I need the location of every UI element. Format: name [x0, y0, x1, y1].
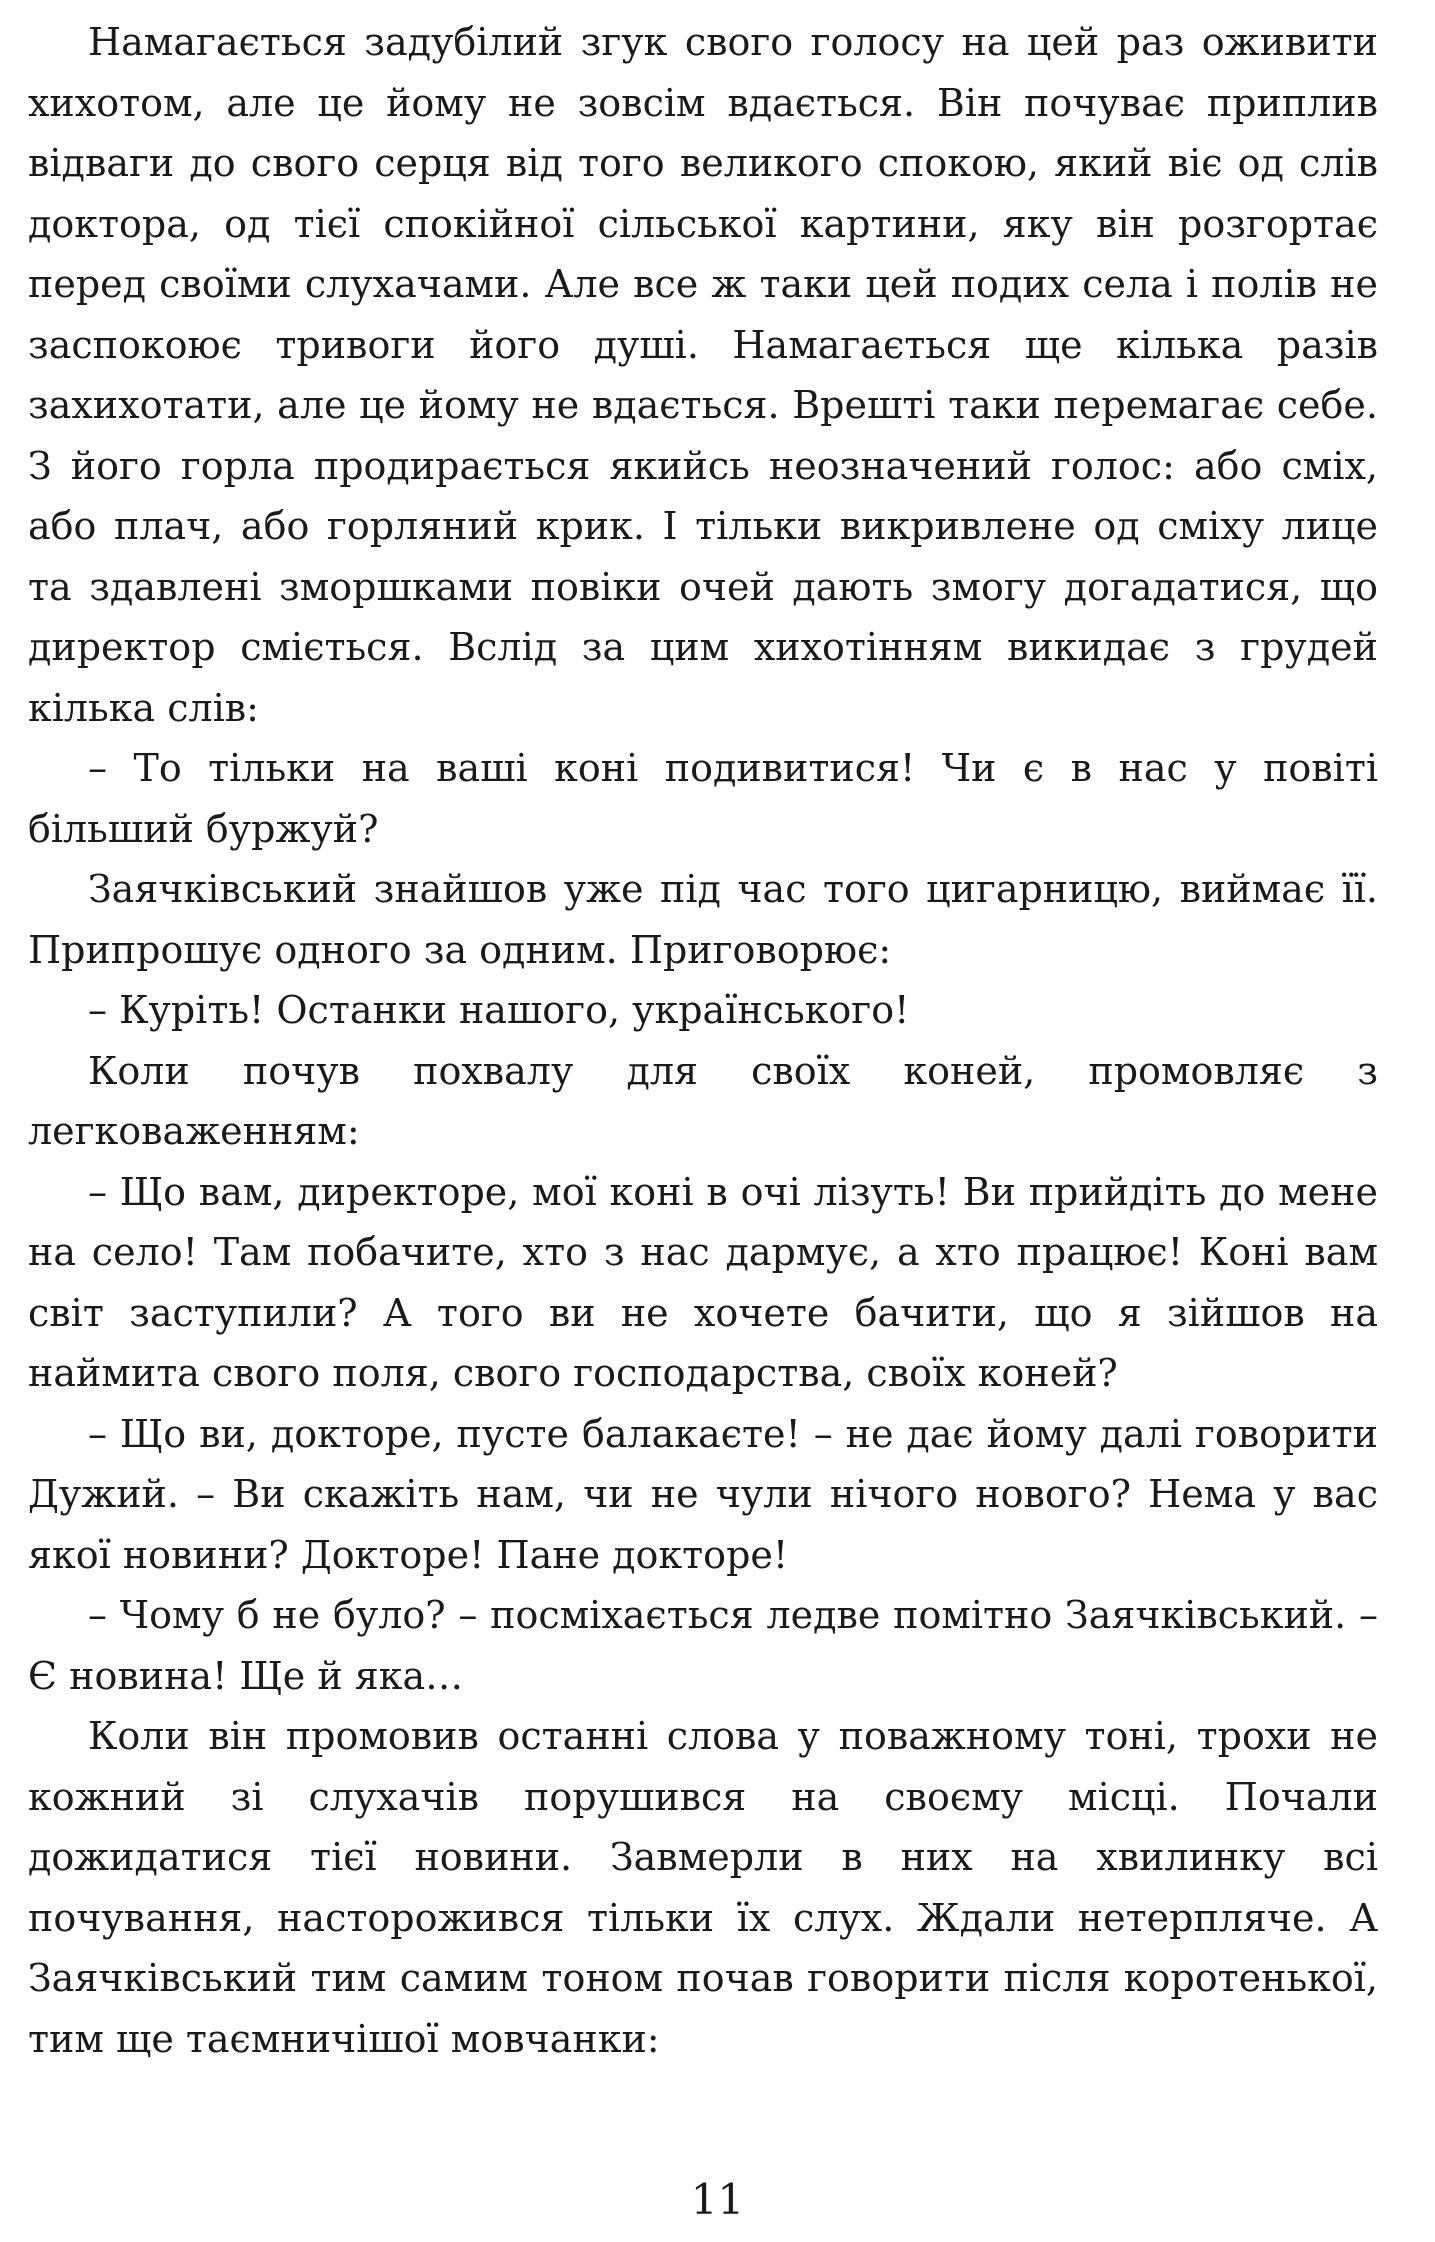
paragraph-1: Намагається задубілий згук свого голосу на цей раз оживити хихотом, але це йому не зовсім вдається. Він почуває приплив відваги до свого серця від того великого спокою, який віє од слів доктора, од тієї спокійної сільської картини, яку він розгортає перед своїми слухачами. Але все ж таки цей подих села і полів не заспокоює тривоги його душі. Намагається ще кілька разів захихотати, але це йому не вдається. Врешті таки перемагає себе. З його горла продирається якийсь неозначений голос: або сміх, або плач, або горляний крик. І тільки викривлене од сміху лице та здавлені зморшками повіки очей дають змогу догадатися, що директор сміється. Вслід за цим хихотінням викидає з грудей кілька слів:	[28, 20, 1378, 730]
paragraph-6: – Що вам, директоре, мої коні в очі лізуть! Ви прийдіть до мене на село! Там побачите, хто з нас дармує, а хто працює! Коні вам світ заступили? А того ви не хочете бачити, що я зійшов на наймита свого поля, свого господарства, своїх коней?	[28, 1169, 1378, 1395]
paragraph-4: – Куріть! Останки нашого, українського!	[88, 988, 910, 1032]
paragraph-3: Заячківський знайшов уже під час того цигарницю, виймає її. Припрошує одного за одним. Приговорює:	[28, 867, 1378, 972]
page-number: 11	[690, 2175, 745, 2224]
paragraph-8: – Чому б не було? – посміхається ледве помітно Заячківський. – Є новина! Ще й яка…	[28, 1593, 1378, 1698]
paragraph-2: – То тільки на ваші коні подивитися! Чи є в нас у повіті більший буржуй?	[28, 746, 1378, 851]
paragraph-9: Коли він промовив останні слова у поважному тоні, трохи не кожний зі слухачів порушився на своєму місці. Почали дожидатися тієї новини. Завмерли в них на хвилинку всі почування, насторожився тільки їх слух. Ждали нетерпляче. А Заячківський тим самим тоном почав говорити після коротенької, тим ще таємничішої мовчанки:	[28, 1714, 1378, 2061]
paragraph-7: – Що ви, докторе, пусте балакаєте! – не дає йому далі говорити Дужий. – Ви скажіть нам, чи не чули нічого нового? Нема у вас якої новини? Докторе! Пане докторе!	[28, 1411, 1378, 1577]
paragraph-5: Коли почув похвалу для своїх коней, промовляє з легковаженням:	[28, 1048, 1378, 1153]
body-text	[28, 12, 1378, 2069]
